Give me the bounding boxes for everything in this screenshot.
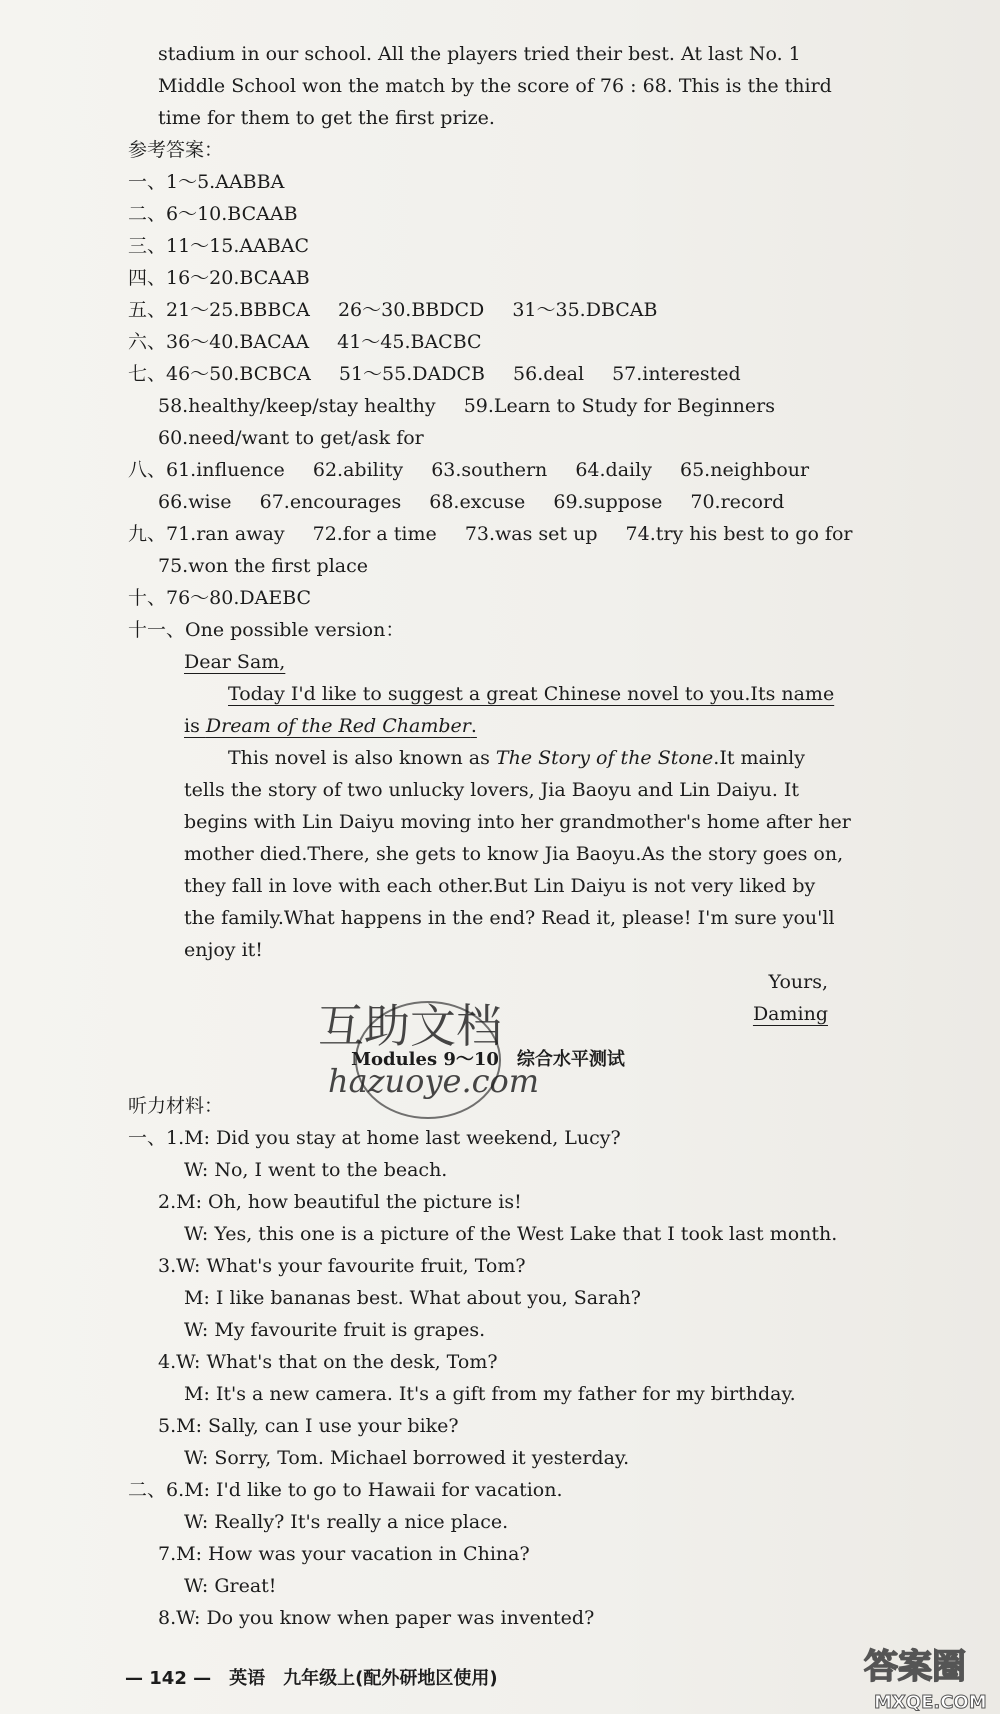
- listening-line: 一、1.M: Did you stay at home last weekend, Lucy?: [128, 1127, 621, 1149]
- listening-line: W: Sorry, Tom. Michael borrowed it yesterday.: [184, 1447, 630, 1469]
- answer-item: 63.southern: [431, 459, 548, 481]
- text-column: [128, 38, 853, 1634]
- answer-row: [128, 486, 828, 518]
- page-footer: — 142 — 英语 九年级上(配外研地区使用): [125, 1668, 498, 1689]
- answer-item: 六、36～40.BACAA: [128, 331, 310, 353]
- watermark-stamp: [310, 990, 560, 1120]
- answer-item: 26～30.BBDCD: [337, 299, 485, 321]
- answer-row: [128, 358, 828, 390]
- answer-item: 七、46～50.BCBCA: [128, 363, 311, 385]
- answer-row: [128, 230, 828, 262]
- letter-greeting: Dear Sam,: [184, 651, 286, 673]
- answer-item: 58.healthy/keep/stay healthy: [158, 395, 436, 417]
- answer-item: 70.record: [690, 491, 785, 513]
- answer-row: [128, 262, 828, 294]
- answer-item: 九、71.ran away: [128, 523, 285, 545]
- answer-item: 57.interested: [612, 363, 741, 385]
- answer-item: 二、6～10.BCAAB: [128, 203, 298, 225]
- answer-item: 69.suppose: [553, 491, 663, 513]
- answer-row: [128, 582, 828, 614]
- book-title: Dream of the Red Chamber: [205, 715, 471, 737]
- intro-line: time for them to get the first prize.: [158, 107, 495, 129]
- answer-item: 65.neighbour: [679, 459, 810, 481]
- letter-line: begins with Lin Daiyu moving into her grandmother's home after her: [184, 811, 851, 833]
- answer-item: 59.Learn to Study for Beginners: [463, 395, 775, 417]
- letter-line: they fall in love with each other.But Lin Daiyu is not very liked by: [184, 875, 816, 897]
- answer-item: 三、11～15.AABAC: [128, 235, 310, 257]
- letter-line: enjoy it!: [184, 939, 263, 961]
- listening-line: M: It's a new camera. It's a gift from my father for my birthday.: [184, 1383, 796, 1405]
- listening-line: W: Yes, this one is a picture of the West Lake that I took last month.: [184, 1223, 838, 1245]
- answer-item: 31～35.DBCAB: [512, 299, 658, 321]
- answer-row: [128, 550, 828, 582]
- answer-item: 72.for a time: [312, 523, 437, 545]
- answer-item: 一、1～5.AABBA: [128, 171, 285, 193]
- answer-item: 51～55.DADCB: [338, 363, 485, 385]
- letter-line: tells the story of two unlucky lovers, Jia Baoyu and Lin Daiyu. It: [184, 779, 800, 801]
- answer-item: 64.daily: [575, 459, 652, 481]
- answer-row: [128, 454, 828, 486]
- listening-line: W: Really? It's really a nice place.: [184, 1511, 509, 1533]
- letter-line: the family.What happens in the end? Read it, please! I'm sure you'll: [184, 907, 835, 929]
- listening-line: W: My favourite fruit is grapes.: [184, 1319, 486, 1341]
- listening-line: 7.M: How was your vacation in China?: [158, 1543, 530, 1565]
- answer-item: 41～45.BACBC: [337, 331, 482, 353]
- letter-signature: Daming: [752, 1003, 828, 1025]
- listening-line: 5.M: Sally, can I use your bike?: [158, 1415, 459, 1437]
- test-title: Modules 9～10 综合水平测试: [351, 1049, 625, 1070]
- letter-line: This novel is also known as The Story of the Stone.It mainly: [228, 747, 805, 769]
- answer-row: [128, 518, 853, 550]
- answer-item: 68.excuse: [429, 491, 526, 513]
- book-title: The Story of the Stone: [495, 747, 714, 769]
- answer-row: [128, 198, 828, 230]
- watermark-text-cn: 互助文档: [318, 999, 502, 1053]
- answer-item: 66.wise: [158, 491, 232, 513]
- listening-line: W: No, I went to the beach.: [184, 1159, 448, 1181]
- letter-closing: Yours,: [768, 971, 828, 993]
- answer-row: [128, 614, 828, 646]
- answer-row: [128, 390, 828, 422]
- answer-item: 四、16～20.BCAAB: [128, 267, 310, 289]
- logo-text-cn: 答案圈: [864, 1647, 966, 1687]
- listening-line: M: I like bananas best. What about you, Sarah?: [184, 1287, 641, 1309]
- letter-line: is Dream of the Red Chamber.: [184, 715, 477, 737]
- answer-item: 73.was set up: [464, 523, 598, 545]
- site-logo: [860, 1640, 1000, 1714]
- answer-row: [128, 166, 828, 198]
- answer-item: 十、76～80.DAEBC: [128, 587, 312, 609]
- answers-heading: 参考答案：: [128, 139, 224, 161]
- answer-item: 62.ability: [312, 459, 404, 481]
- letter-line: mother died.There, she gets to know Jia Baoyu.As the story goes on,: [184, 843, 844, 865]
- answer-item: 75.won the first place: [158, 555, 368, 577]
- answer-item: 五、21～25.BBBCA: [128, 299, 310, 321]
- listening-heading: 听力材料：: [128, 1095, 224, 1117]
- answer-item: 56.deal: [513, 363, 585, 385]
- answer-row: [128, 294, 828, 326]
- logo-text-url: MXQE.COM: [874, 1692, 987, 1713]
- listening-line: 2.M: Oh, how beautiful the picture is!: [158, 1191, 522, 1213]
- answer-item: 60.need/want to get/ask for: [158, 427, 424, 449]
- answer-item: 67.encourages: [259, 491, 402, 513]
- intro-line: stadium in our school. All the players tried their best. At last No. 1: [158, 43, 801, 65]
- letter-line: Today I'd like to suggest a great Chinese novel to you.Its name: [228, 683, 835, 705]
- answer-item: 十一、One possible version：: [128, 619, 405, 641]
- listening-line: W: Great!: [184, 1575, 277, 1597]
- answer-row: [128, 326, 828, 358]
- answer-item: 74.try his best to go for: [625, 523, 853, 545]
- listening-line: 8.W: Do you know when paper was invented?: [158, 1607, 595, 1629]
- listening-line: 4.W: What's that on the desk, Tom?: [158, 1351, 498, 1373]
- watermark-text-url: hazuoye.com: [328, 1062, 540, 1100]
- intro-line: Middle School won the match by the score of 76 : 68. This is the third: [158, 75, 832, 97]
- answer-item: 八、61.influence: [128, 459, 285, 481]
- listening-line: 二、6.M: I'd like to go to Hawaii for vacation.: [128, 1479, 563, 1501]
- listening-line: 3.W: What's your favourite fruit, Tom?: [158, 1255, 526, 1277]
- answer-row: [128, 422, 828, 454]
